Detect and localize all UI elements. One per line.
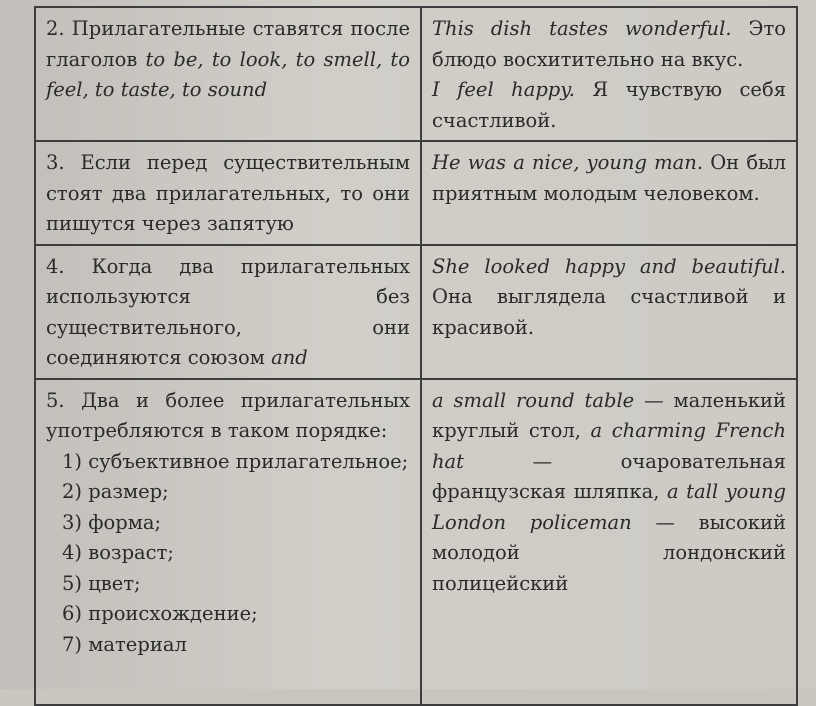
example-cell [421,141,797,245]
table-row [35,379,797,705]
adjective-rules-table [34,6,798,706]
example-cell [421,7,797,141]
example-english: This dish tastes wonderful. [432,17,732,40]
example-cell [421,245,797,379]
example-russian: Я чувствую себя счастливой. [432,78,786,132]
example-english: He was a nice, young man. [432,151,704,174]
example-english: a charming French hat [432,419,787,473]
example-text [432,252,786,344]
rule-number: 5. [46,388,65,412]
rule-cell [35,7,421,141]
example-russian: Это блюдо восхитительно на вкус. [432,17,786,71]
table-row [35,141,797,245]
example-text [432,148,786,209]
example-text [432,386,786,600]
rule-body: Два и более прилагательных употребляются в таком порядке: [46,388,410,442]
rule-number: 3. [46,151,65,174]
rule-verbs: to be, to look, to smell, to feel, to taste, to sound [46,47,410,101]
example-russian: Она выглядела счастливой и красивой. [432,285,786,339]
list-item: 3) форма; [62,510,162,534]
example-english: I feel happy. [432,78,575,101]
rule-number: 2. [46,17,65,40]
example-russian: — высокий молодой лондонский полицейский [432,510,786,595]
adjective-order-list [46,447,410,661]
example-english: She looked happy and beautiful. [432,254,786,278]
list-item: 1) субъективное прилагательное; [62,449,409,473]
rule-body: Прилагательные ставятся после глаголов [46,17,410,71]
list-item: 4) возраст; [62,541,174,564]
example-russian: — маленький круглый стол, [432,388,786,442]
list-item: 7) материал [62,632,187,656]
rule-conjunction: and [271,346,308,369]
list-item: 5) цвет; [62,571,141,595]
rule-text [46,14,410,106]
example-english: a tall young London policeman [432,480,786,534]
rule-text [46,252,410,374]
table-row [35,245,797,379]
rule-number: 4. [46,254,65,278]
table-row [35,7,797,141]
rule-body: Если перед существительным стоят два прилагательных, то они пишутся через запятую [46,151,410,235]
rule-text [46,148,410,240]
rule-cell [35,141,421,245]
example-russian: — очаровательная французская шляпка, [432,449,786,503]
rule-text [46,386,410,447]
example-text [432,14,786,136]
rule-cell [35,379,421,705]
rule-cell [35,245,421,379]
list-item: 6) происхождение; [62,602,258,625]
list-item: 2) размер; [62,480,169,503]
rule-body: Когда два прилагательных используются без существительного, они соединяются союзом [46,254,411,369]
example-english: a small round table [432,388,635,412]
example-russian: Он был приятным молодым человеком. [432,151,786,205]
example-cell [421,379,797,705]
